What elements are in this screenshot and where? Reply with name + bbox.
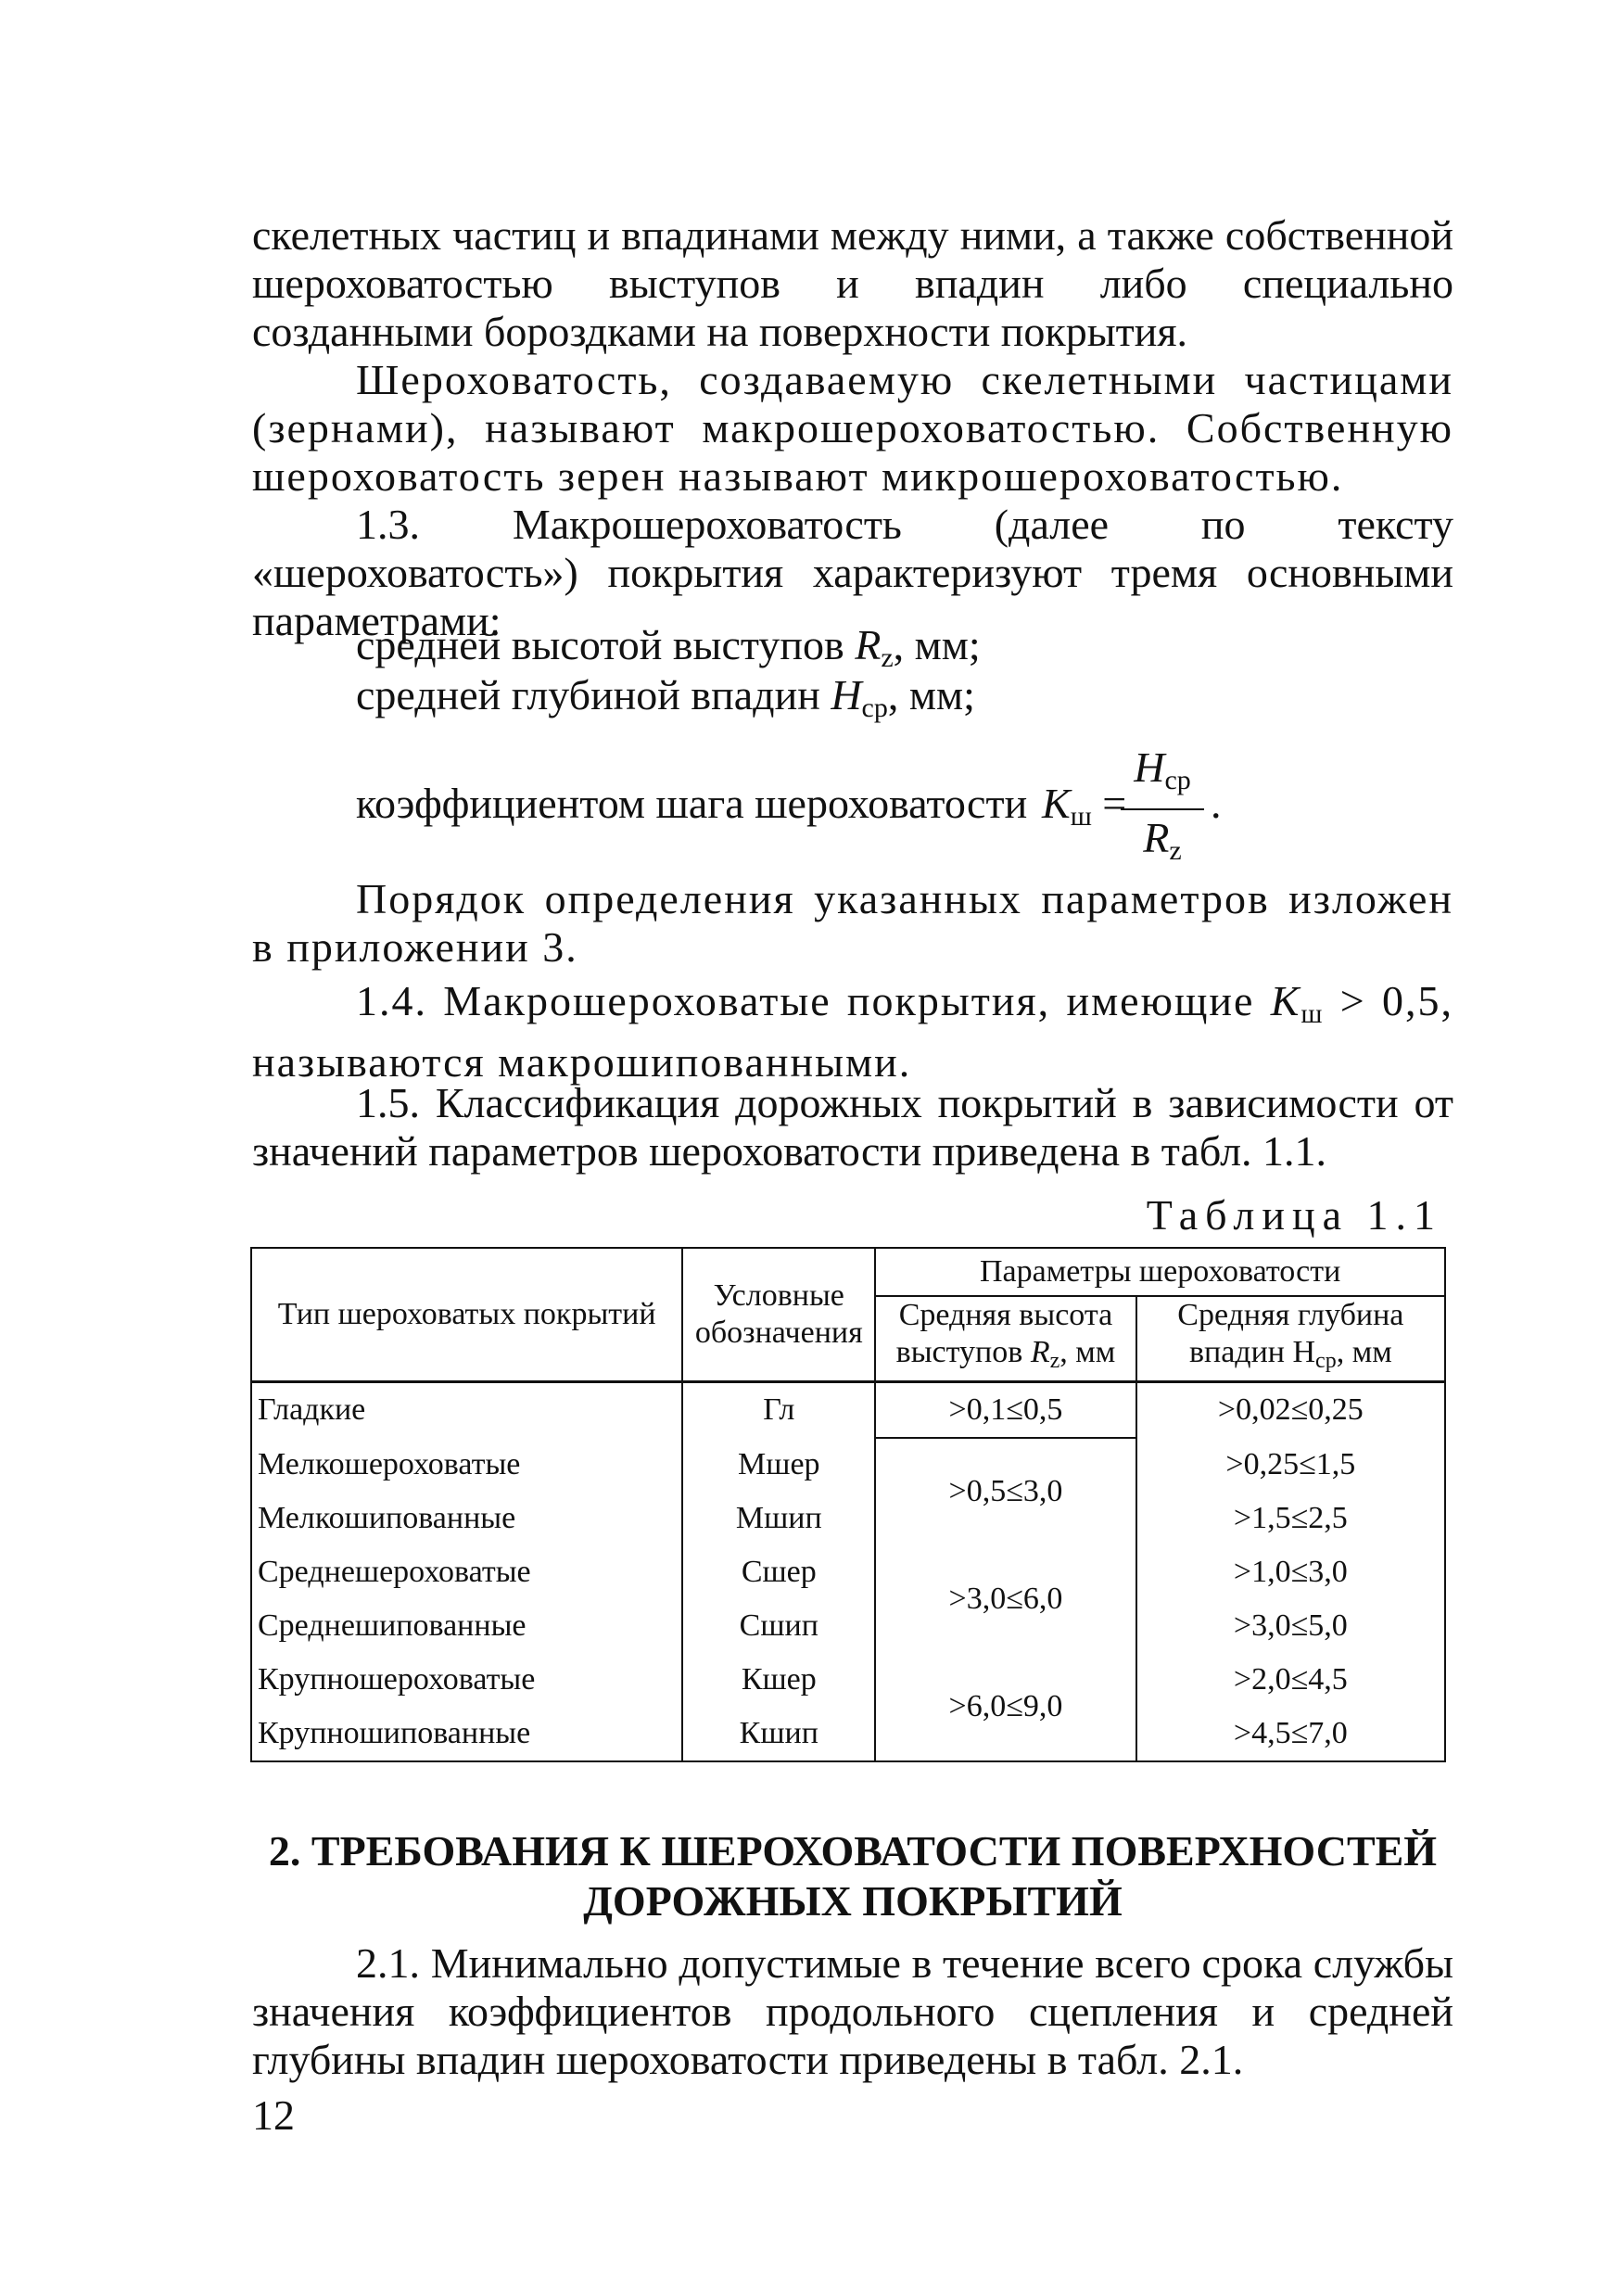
- cell-depth: >1,0≤3,0: [1136, 1545, 1445, 1599]
- cell-type: Крупношероховатые: [251, 1653, 682, 1707]
- paragraph-2-1: 2.1. Минимально допустимые в течение всего срока службы значения коэффициентов продольного сцепления и средней глубины впадин шероховатости приведены в табл. 2.1.: [252, 1939, 1453, 2083]
- cell-depth: >0,25≤1,5: [1136, 1438, 1445, 1492]
- cell-symbol: Кшип: [682, 1707, 875, 1761]
- cell-type: Гладкие: [251, 1381, 682, 1438]
- cell-height: >6,0≤9,0: [875, 1653, 1136, 1761]
- table-row: [251, 1545, 1445, 1599]
- table-row: [251, 1653, 1445, 1707]
- table-row: [251, 1381, 1445, 1438]
- cell-symbol: Мшер: [682, 1438, 875, 1492]
- cell-type: Крупношипованные: [251, 1707, 682, 1761]
- table-row: [251, 1599, 1445, 1653]
- cell-height: >0,1≤0,5: [875, 1381, 1136, 1438]
- formula-numerator: $H_{ср}$: [1134, 744, 1191, 795]
- list-item-height: средней высотой выступов $R_z$, мм;: [356, 621, 981, 673]
- cell-depth: >1,5≤2,5: [1136, 1492, 1445, 1545]
- formula-label: коэффициентом шага шероховатости: [356, 780, 1028, 827]
- fraction-bar: [1121, 808, 1204, 810]
- table-caption: Таблица 1.1: [1146, 1191, 1442, 1239]
- cell-depth: >0,02≤0,25: [1136, 1381, 1445, 1438]
- cell-depth: >3,0≤5,0: [1136, 1599, 1445, 1653]
- cell-symbol: Мшип: [682, 1492, 875, 1545]
- table-row: [251, 1438, 1445, 1492]
- paragraph-continuation: скелетных частиц и впадинами между ними, а также собственной шероховатостью выступов и впадин либо специально созданными бороздками на поверхности покрытия.: [252, 211, 1453, 355]
- cell-type: Мелкошероховатые: [251, 1438, 682, 1492]
- cell-type: Среднешипованные: [251, 1599, 682, 1653]
- cell-type: Мелкошипованные: [251, 1492, 682, 1545]
- list-item-depth: средней глубиной впадин $H_{ср}$, мм;: [356, 671, 975, 723]
- cell-height: >3,0≤6,0: [875, 1545, 1136, 1653]
- cell-symbol: Сшер: [682, 1545, 875, 1599]
- cell-symbol: Гл: [682, 1381, 875, 1438]
- cell-height: >0,5≤3,0: [875, 1438, 1136, 1545]
- page-number: 12: [252, 2091, 295, 2139]
- cell-type: Среднешероховатые: [251, 1545, 682, 1599]
- header-symbol: Условные обозначения: [682, 1248, 875, 1381]
- header-parameters: Параметры шероховатости: [875, 1248, 1445, 1296]
- header-avg-height: Средняя высота выступов $R_z$, мм: [875, 1296, 1136, 1381]
- section-heading: 2. ТРЕБОВАНИЯ К ШЕРОХОВАТОСТИ ПОВЕРХНОСТЕЙ ДОРОЖНЫХ ПОКРЫТИЙ: [268, 1827, 1438, 1925]
- document-page: скелетных частиц и впадинами между ними, а также собственной шероховатостью выступов и впадин либо специально созданными бороздками на поверхности покрытия. Шероховатость, создаваемую скелетными частицами (зернами), называют макрошероховатостью. Собственную шероховатость зерен называют микрошероховатостью. 1.3. Макрошероховатость (далее по тексту «шероховатость») покрытия характеризуют тремя основными параметрами: средней высотой выступов $R_z$, мм; средней глубиной впадин $H_{ср}$, мм; коэффициентом шага шероховатости $K_ш$ = $H_{ср}$ $R_z$ . Порядок определения указанных параметров изложен в приложении 3. 1.4. Макрошероховатые покрытия, имеющие $K_ш > 0,5$, называются макрошипованными. 1.5. Классификация дорожных покрытий в зависимости от значений параметров шероховатости приведена в табл. 1.1. Таблица 1.1 Тип шероховатых покрытий Условные обозначения Параметры шероховатости Средняя высота выступов $R_z$, мм Средняя глубина впадин $H_{ср}$, мм Гладкие Гл >0,1≤0,5 >0,02≤0,25 Мелкошероховатые Мшер >0,5≤3,0 >0,25≤1,5 Мелкошипованные Мшип >1,5≤2,5 Среднешероховатые Сшер >3,0≤6,0 >1,0≤3,0 Среднешипованные Сшип >3,0≤5,0 Крупношероховатые Кшер >6,0≤9,0 >2,0≤4,5 Крупношипованные Кшип >4,5≤7,0 2. ТРЕБОВАНИЯ К ШЕРОХОВАТОСТИ ПОВЕРХНОСТЕЙ ДОРОЖНЫХ ПОКРЫТИЙ 2.1. Минимально допустимые в течение всего срока службы значения коэффициентов продольного сцепления и средней глубины впадин шероховатости приведены в табл. 2.1. 12: [252, 211, 1453, 2139]
- table-row: [251, 1492, 1445, 1545]
- paragraph-1-4: 1.4. Макрошероховатые покрытия, имеющие $K_ш > 0,5$, называются макрошипованными.: [252, 977, 1453, 1086]
- cell-depth: >2,0≤4,5: [1136, 1653, 1445, 1707]
- formula-lhs: $K_ш$ =: [1042, 780, 1127, 832]
- cell-symbol: Сшип: [682, 1599, 875, 1653]
- formula-denominator: $R_z$: [1143, 814, 1182, 866]
- paragraph-1-5: 1.5. Классификация дорожных покрытий в зависимости от значений параметров шероховатости приведена в табл. 1.1.: [252, 1079, 1453, 1175]
- formula-fraction: [1121, 742, 1204, 877]
- header-avg-depth: Средняя глубина впадин $H_{ср}$, мм: [1136, 1296, 1445, 1381]
- cell-depth: >4,5≤7,0: [1136, 1707, 1445, 1761]
- paragraph-1-3: 1.3. Макрошероховатость (далее по тексту «шероховатость») покрытия характеризуют тремя основными параметрами:: [252, 501, 1453, 644]
- paragraph-roughness-definition: Шероховатость, создаваемую скелетными частицами (зернами), называют макрошероховатостью. Собственную шероховатость зерен называют микрошероховатостью.: [252, 356, 1453, 500]
- table-row: [251, 1707, 1445, 1761]
- header-coating-type: Тип шероховатых покрытий: [251, 1248, 682, 1381]
- paragraph-procedure: Порядок определения указанных параметров изложен в приложении 3.: [252, 875, 1453, 971]
- cell-symbol: Кшер: [682, 1653, 875, 1707]
- roughness-classification-table: [250, 1247, 1446, 1762]
